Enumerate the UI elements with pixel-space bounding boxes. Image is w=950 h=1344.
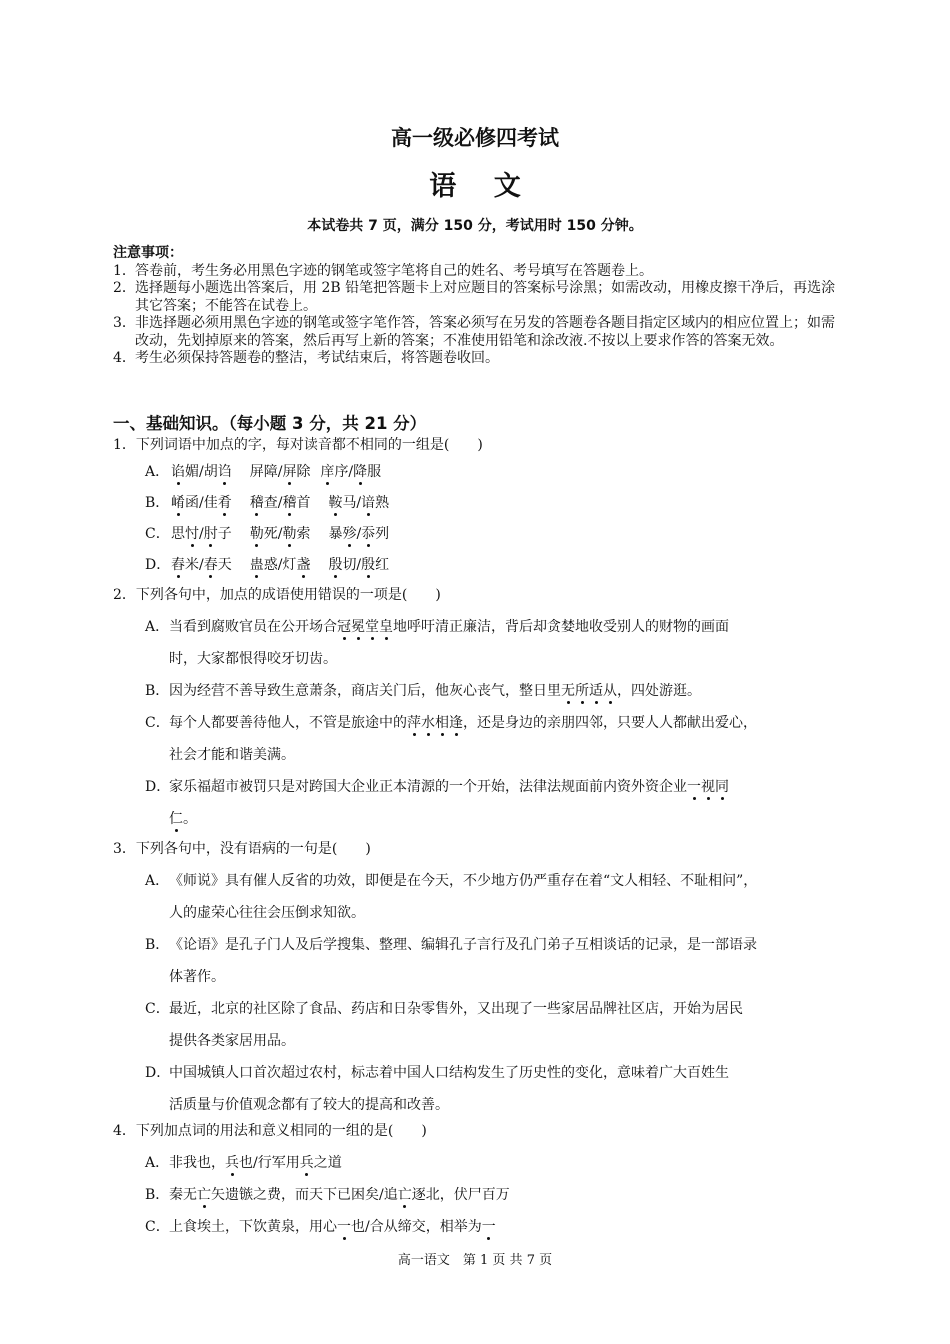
option-label: C． (145, 715, 170, 731)
dotted-idiom (337, 619, 393, 635)
dotted-char: 屏 (282, 464, 297, 480)
option-text: ，还是身边的亲朋四邻，只要人人都献出爱心， (463, 715, 757, 731)
exam-title: 高一级必修四考试 (391, 126, 559, 150)
option-d (113, 771, 843, 835)
dotted-char: 殄 (342, 526, 357, 542)
option-text: ，四处游逛。 (617, 683, 701, 699)
notes-heading: 注意事项： (113, 245, 183, 261)
option-text: 最近，北京的社区除了食品、药店和日杂零售外，又出现了一些家居品牌社区店，开始为居民 (169, 1001, 743, 1017)
dotted-char: 仁 (169, 811, 183, 827)
option-text: 查/ (263, 495, 283, 511)
dotted-char: 忖 (185, 526, 199, 542)
option-text: 服 (367, 464, 382, 480)
option-label: C． (145, 526, 170, 542)
option-text: 人的虚荣心往往会压倒求知欲。 (169, 905, 365, 921)
option-c (113, 523, 843, 545)
dotted-char: 水 (421, 715, 435, 731)
note-number: 3． (113, 315, 136, 331)
dotted-char: 堂 (365, 619, 379, 635)
option-text: 因为经营不善导致生意萧条，商店关门后，他灰心丧气，整日里 (169, 683, 561, 699)
page-footer: 高一语文 第 1 页 共 7 页 (397, 1253, 553, 1268)
option-text: 社会才能和谐美满。 (169, 747, 295, 763)
dotted-char: 谙 (361, 495, 376, 511)
option-label: B． (145, 937, 170, 953)
dotted-char: 逢 (449, 715, 463, 731)
option-c (113, 993, 843, 1057)
option-text: 之道 (313, 1155, 342, 1171)
option-text: 提供各类家居用品。 (169, 1033, 295, 1049)
dotted-char: 舂 (171, 557, 185, 573)
dotted-char: 相 (435, 715, 449, 731)
dotted-char: 无 (561, 683, 575, 699)
option-text: 时，大家都恨得咬牙切齿。 (169, 651, 337, 667)
option-label: D． (145, 779, 171, 795)
dotted-char: 一 (481, 1219, 496, 1235)
dotted-char: 盏 (296, 557, 311, 573)
note-text: 选择题每小题选出答案后，用 2B 铅笔把答题卡上对应题目的答案标号涂黑；如需改动，用橡皮擦干净后，再选涂其它答案；不能答在试卷上。 (135, 280, 836, 314)
option-text: 红 (375, 557, 390, 573)
dotted-char: 一 (337, 1219, 351, 1235)
option-text: 活质量与价值观念都有了较大的提高和改善。 (169, 1097, 449, 1113)
option-text: 死/ (263, 526, 283, 542)
option-label: B． (145, 1187, 170, 1203)
dotted-char: 谄 (171, 464, 185, 480)
option-label: A． (145, 1155, 170, 1171)
option-label: C． (145, 1219, 170, 1235)
option-label: B． (145, 683, 170, 699)
subject-title: 语 文 (429, 171, 535, 202)
option-a (113, 865, 843, 929)
option-text: 屏障/ (249, 464, 283, 480)
option-text-cont (145, 803, 843, 835)
option-text: 也/行军用 (239, 1155, 300, 1171)
option-c (113, 707, 843, 771)
note-item (113, 315, 843, 350)
note-number: 4． (113, 350, 136, 366)
option-text: 媚/胡 (185, 464, 218, 480)
option-text: 函/佳 (185, 495, 218, 511)
option-text: 熟 (375, 495, 390, 511)
note-number: 2． (113, 280, 136, 296)
option-label: A． (145, 619, 170, 635)
dotted-char: 降 (353, 464, 368, 480)
option-text: 《师说》具有催人反省的功效，即便是在今天，不少地方仍严重存在着“文人相轻、不耻相问”， (169, 873, 758, 889)
dotted-char: 萍 (407, 715, 421, 731)
option-label: A． (145, 873, 170, 889)
option-label: C． (145, 1001, 170, 1017)
option-text: 列 (375, 526, 390, 542)
option-text: 惑/灯 (263, 557, 297, 573)
dotted-char: 蛊 (249, 557, 264, 573)
dotted-char: 殷 (361, 557, 376, 573)
option-text: 也/合从缔交，相举为 (351, 1219, 482, 1235)
option-text: 序/ (334, 464, 354, 480)
note-item (113, 350, 843, 368)
dotted-char: 亡 (197, 1187, 211, 1203)
option-text: 切/ (342, 557, 362, 573)
dotted-char: 兵 (225, 1155, 239, 1171)
option-text: 非我也， (169, 1155, 225, 1171)
note-text: 答卷前，考生务必用黑色字迹的钢笔或签字笔将自己的姓名、考号填写在答题卷上。 (135, 262, 653, 279)
section-heading: 一、基础知识。（每小题 3 分，共 21 分） (113, 414, 427, 433)
option-text: 子 (217, 526, 232, 542)
option-text: 每个人都要善待他人，不管是旅途中的 (169, 715, 407, 731)
option-text: 当看到腐败官员在公开场合 (169, 619, 337, 635)
dotted-char: 崤 (171, 495, 185, 511)
option-d (113, 1057, 843, 1121)
note-item (113, 280, 843, 315)
option-text: / (199, 526, 204, 542)
option-text: 米/ (185, 557, 204, 573)
note-item (113, 263, 843, 281)
dotted-idiom (169, 811, 183, 827)
option-b (113, 1179, 843, 1211)
option-text: 天 (217, 557, 232, 573)
dotted-char: 皇 (379, 619, 393, 635)
option-b (113, 492, 843, 514)
option-text: 矢遗镞之费，而天下已困矣/追 (211, 1187, 398, 1203)
dotted-char: 鞍 (328, 495, 343, 511)
dotted-char: 肴 (217, 495, 232, 511)
dotted-char: 视 (701, 779, 715, 795)
option-a (113, 611, 843, 675)
option-text: 体著作。 (169, 969, 225, 985)
option-a (113, 1147, 843, 1179)
dotted-char: 庠 (320, 464, 335, 480)
question-stem: 1．下列词语中加点的字，每对读音都不相同的一组是( ) (113, 437, 483, 453)
option-text: 除 (296, 464, 311, 480)
option-a (113, 461, 843, 483)
option-text: 索 (296, 526, 311, 542)
dotted-char: 勒 (282, 526, 297, 542)
dotted-char: 适 (589, 683, 603, 699)
option-label: A． (145, 464, 170, 480)
dotted-char: 一 (687, 779, 701, 795)
dotted-char: 忝 (361, 526, 376, 542)
note-text: 考生必须保持答题卷的整洁，考试结束后，将答题卷收回。 (135, 350, 499, 366)
dotted-char: 肘 (203, 526, 218, 542)
dotted-char: 所 (575, 683, 589, 699)
option-text: / (356, 526, 362, 542)
option-text: 暴 (328, 526, 343, 542)
question-stem: 4．下列加点词的用法和意义相同的一组的是( ) (113, 1123, 427, 1139)
dotted-idiom (687, 779, 729, 795)
option-d (113, 554, 843, 576)
dotted-char: 兵 (299, 1155, 314, 1171)
note-text: 非选择题必须用黑色字迹的钢笔或签字笔作答，答案必须写在另发的答题卷各题目指定区域内的相应位置上；如需改动，先划掉原来的答案，然后再写上新的答案；不准使用铅笔和涂改液.不按以上要求作答的答案无效。 (135, 315, 835, 349)
option-text: 中国城镇人口首次超过农村，标志着中国人口结构发生了历史性的变化，意味着广大百姓生 (169, 1065, 729, 1081)
dotted-char: 冠 (337, 619, 351, 635)
option-text: 家乐福超市被罚只是对跨国大企业正本清源的一个开始，法律法规面前内资外资企业 (169, 779, 687, 795)
note-number: 1． (113, 262, 136, 279)
option-text: 地呼吁清正廉洁，背后却贪婪地收受别人的财物的画面 (393, 619, 729, 635)
dotted-char: 诌 (217, 464, 232, 480)
dotted-idiom (407, 715, 463, 731)
option-text: 《论语》是孔子门人及后学搜集、整理、编辑孔子言行及孔门弟子互相谈话的记录，是一部语录 (169, 937, 757, 953)
option-label: D． (145, 557, 171, 573)
dotted-char: 亡 (397, 1187, 412, 1203)
option-text: 逐北，伏尸百万 (411, 1187, 510, 1203)
dotted-char: 同 (715, 779, 729, 795)
question-stem: 3．下列各句中，没有语病的一句是( ) (113, 841, 371, 857)
dotted-char: 殷 (328, 557, 343, 573)
dotted-char: 春 (203, 557, 218, 573)
option-c (113, 1211, 843, 1243)
questions (113, 435, 843, 1243)
notes-section (113, 245, 843, 368)
dotted-char: 稽 (249, 495, 264, 511)
option-text: 上食埃土，下饮黄泉，用心 (169, 1219, 337, 1235)
option-text: 首 (296, 495, 311, 511)
option-label: D． (145, 1065, 171, 1081)
option-b (113, 675, 843, 707)
dotted-char: 稽 (282, 495, 297, 511)
option-label: B． (145, 495, 170, 511)
option-text: 秦无 (169, 1187, 197, 1203)
dotted-idiom (561, 683, 617, 699)
option-b (113, 929, 843, 993)
dotted-char: 勒 (249, 526, 264, 542)
exam-info: 本试卷共 7 页，满分 150 分，考试用时 150 分钟。 (307, 218, 643, 234)
dotted-char: 从 (603, 683, 617, 699)
option-text: 马/ (342, 495, 362, 511)
dotted-char: 冕 (351, 619, 365, 635)
option-text: 思 (171, 526, 185, 542)
question-stem: 2．下列各句中，加点的成语使用错误的一项是( ) (113, 587, 441, 603)
option-text: 。 (183, 811, 197, 827)
